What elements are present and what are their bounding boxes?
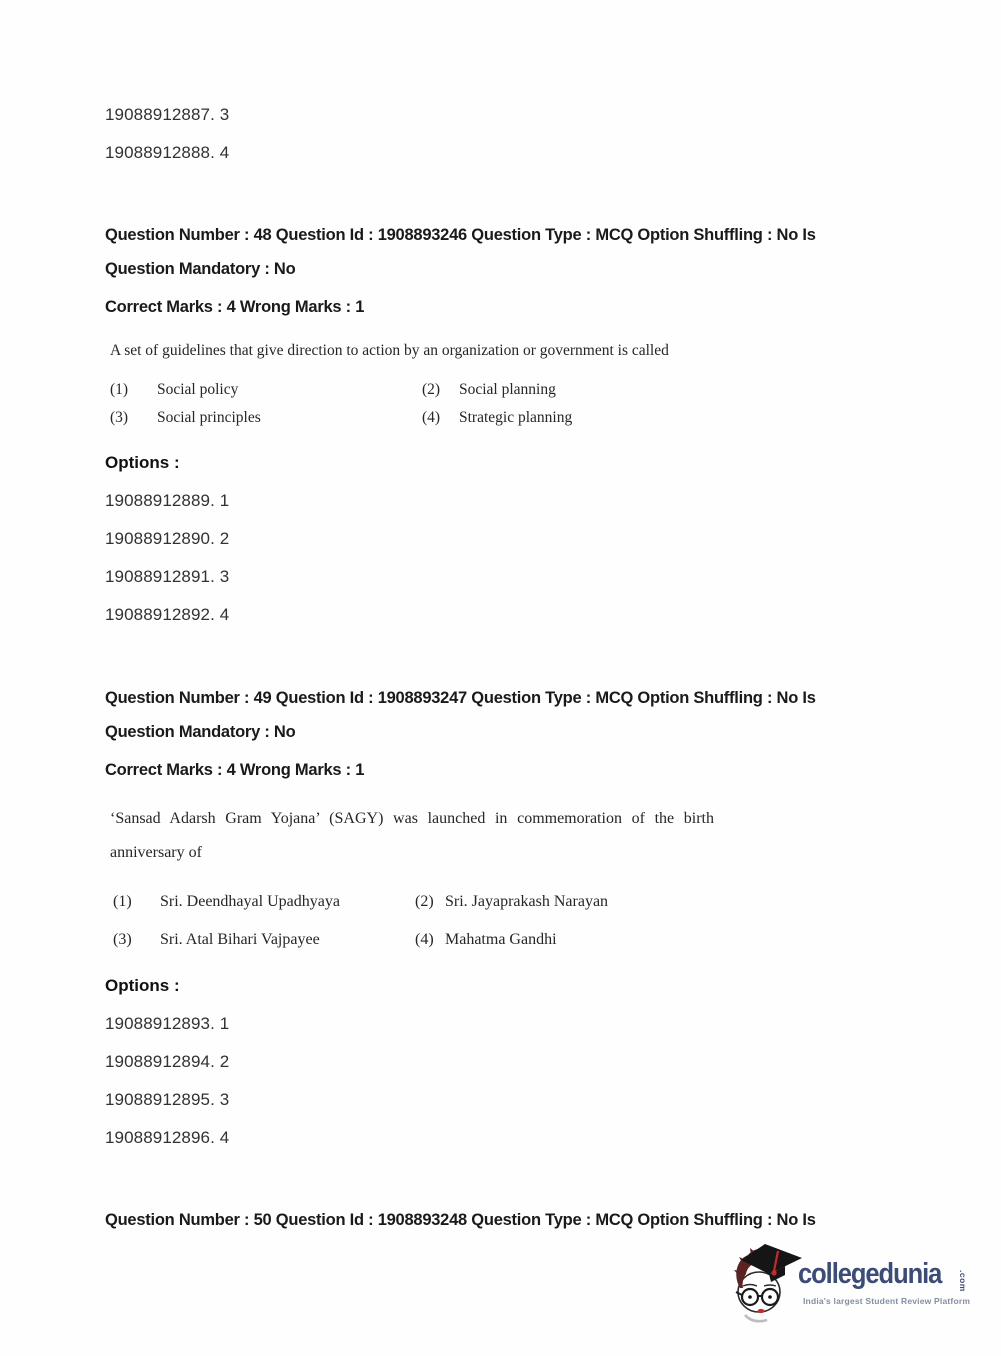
- option-id-line: 19088912893. 1: [105, 1014, 230, 1033]
- option-id-line: 19088912894. 2: [105, 1052, 230, 1071]
- option-id-line: 19088912896. 4: [105, 1128, 230, 1147]
- option-id-line: 19088912895. 3: [105, 1090, 230, 1109]
- choice-number: (3): [113, 931, 132, 948]
- option-id-line: 19088912889. 1: [105, 491, 230, 510]
- option-id-line: 19088912887. 3: [105, 105, 230, 124]
- options-label: Options :: [105, 976, 180, 995]
- choice-number: (2): [422, 381, 441, 398]
- question-header: Question Number : 49 Question Id : 1908893247 Question Type : MCQ Option Shuffling : No Is: [105, 689, 816, 707]
- option-id-line: 19088912892. 4: [105, 605, 230, 624]
- choice-text: Sri. Deendhayal Upadhyaya: [160, 893, 340, 910]
- collegedunia-mascot-icon: [731, 1242, 805, 1328]
- choice-number: (2): [415, 893, 434, 910]
- choice-text: Sri. Jayaprakash Narayan: [445, 893, 609, 910]
- choice-text: Social planning: [459, 381, 556, 398]
- choice-number: (4): [415, 931, 434, 948]
- options-label: Options :: [105, 453, 180, 472]
- marks-line: Correct Marks : 4 Wrong Marks : 1: [105, 298, 365, 316]
- choice-number: (1): [113, 893, 132, 910]
- choice-text: Social principles: [157, 409, 261, 426]
- brand-tagline: India's largest Student Review Platform: [803, 1296, 971, 1306]
- option-id-line: 19088912890. 2: [105, 529, 230, 548]
- marks-line: Correct Marks : 4 Wrong Marks : 1: [105, 761, 365, 779]
- choice-number: (3): [110, 409, 129, 426]
- option-id-line: 19088912888. 4: [105, 143, 230, 162]
- choice-text: Social policy: [157, 381, 239, 398]
- brand-wordmark: collegedunia: [798, 1258, 942, 1290]
- choice-text: Mahatma Gandhi: [445, 931, 557, 948]
- choice-number: (1): [110, 381, 129, 398]
- question-header: Question Number : 50 Question Id : 1908893248 Question Type : MCQ Option Shuffling : No Is: [105, 1211, 816, 1229]
- brand-tld: .com: [958, 1270, 968, 1292]
- choice-text: Strategic planning: [459, 409, 573, 426]
- question-text: A set of guidelines that give direction to action by an organization or government is called: [110, 342, 669, 359]
- question-mandatory: Question Mandatory : No: [105, 260, 296, 278]
- collegedunia-logo: [731, 1242, 991, 1337]
- question-header: Question Number : 48 Question Id : 1908893246 Question Type : MCQ Option Shuffling : No Is: [105, 226, 816, 244]
- question-text: ‘Sansad Adarsh Gram Yojana’ (SAGY) was launched in commemoration of the birth: [110, 810, 714, 827]
- question-text: anniversary of: [110, 844, 202, 861]
- choice-number: (4): [422, 409, 441, 426]
- question-mandatory: Question Mandatory : No: [105, 723, 296, 741]
- choice-text: Sri. Atal Bihari Vajpayee: [160, 931, 320, 948]
- option-id-line: 19088912891. 3: [105, 567, 230, 586]
